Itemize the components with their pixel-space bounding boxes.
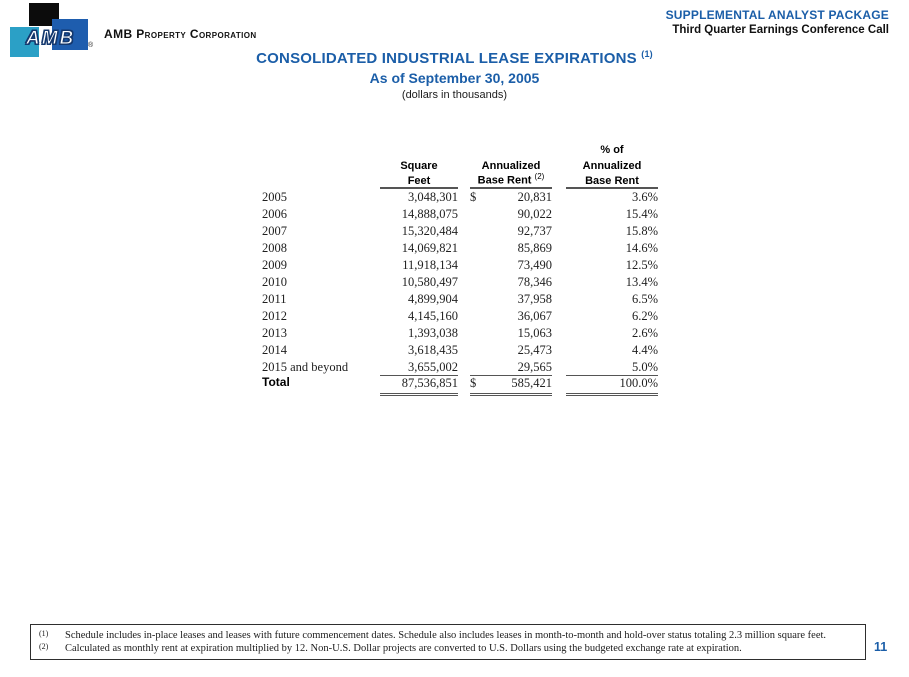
total-sqft-cell: 87,536,851 [380,375,458,394]
dollar-sign-cell [470,290,486,307]
table-row [262,256,658,273]
brand-wordmark: AMB Property Corporation [104,27,257,41]
pct-cell: 15.8% [625,224,658,238]
report-title-footnote-ref: (1) [641,49,653,59]
page-number: 11 [874,640,888,654]
dollar-sign-cell [470,222,486,239]
pct-cell: 4.4% [631,343,658,357]
rent-cell: 20,831 [517,190,552,204]
rent-cell: 29,565 [486,358,552,375]
table-row [262,341,658,358]
total-dollar-sign-cell: $ [470,375,486,394]
sqft-cell: 3,048,301 [408,190,458,204]
conference-call-subtitle: Third Quarter Earnings Conference Call [672,24,889,36]
pct-cell: 6.5% [631,292,658,306]
sqft-cell: 1,393,038 [408,326,458,340]
table-header [262,140,658,188]
rent-header-line2 [470,172,552,188]
sqft-header-line2: Feet [380,172,458,188]
footnote-item [39,629,857,642]
rent-header-line1: Annualized [481,160,541,172]
dollar-sign-cell [470,358,486,375]
table-row [262,273,658,290]
pct-header-line1: Annualized [582,160,642,172]
rent-cell: 37,958 [517,292,552,306]
year-cell: 2005 [262,190,287,204]
year-cell: 2007 [262,224,287,238]
footnote-text: Calculated as monthly rent at expiration multiplied by 12. Non-U.S. Dollar projects are converted to U.S. Dollars using the budgeted exchange rate at expiration. [65,643,742,654]
year-cell: 2014 [262,343,287,357]
table-row [262,222,658,239]
table-row [262,188,658,205]
package-title: SUPPLEMENTAL ANALYST PACKAGE [665,8,889,22]
report-title [0,49,909,67]
registered-trademark-mark: ® [88,42,94,49]
table-row [262,205,658,222]
total-rent-cell: 585,421 [486,375,552,394]
table-row [262,358,658,375]
rent-header-text: Base Rent [477,175,532,187]
pct-cell: 14.6% [625,241,658,255]
footnote-box [30,624,866,660]
rent-cell: 73,490 [517,258,552,272]
pct-cell: 2.6% [631,326,658,340]
sqft-cell: 11,918,134 [402,258,458,272]
rent-cell: 78,346 [517,275,552,289]
sqft-cell: 4,145,160 [408,309,458,323]
pct-cell: 12.5% [625,258,658,272]
sqft-cell: 10,580,497 [401,275,458,289]
pct-header-line2: Base Rent [566,172,658,188]
sqft-cell: 15,320,484 [401,224,458,238]
year-cell: 2015 and beyond [262,360,349,374]
table-row [262,307,658,324]
header-right [666,8,889,36]
dollar-sign-cell [470,205,486,222]
year-cell: 2011 [262,292,287,306]
report-title-text: CONSOLIDATED INDUSTRIAL LEASE EXPIRATIONS [256,50,637,67]
footnote-marker: (1) [39,629,49,638]
year-cell: 2010 [262,275,287,289]
lease-expirations-table [262,140,658,396]
pct-cell: 3.6% [631,190,658,204]
report-date: As of September 30, 2005 [369,70,540,86]
table-row [262,324,658,341]
pct-cell: 6.2% [631,309,658,323]
footnote-text: Schedule includes in-place leases and leases with future commencement dates. Schedule also includes leases in month-to-month and hold-over status totaling 2.3 million square feet. [65,630,827,641]
year-cell: 2006 [262,207,287,221]
total-row [262,375,658,394]
sqft-cell: 14,069,821 [401,241,458,255]
pct-cell: 5.0% [566,358,658,375]
dollar-sign-cell [470,307,486,324]
dollar-sign-cell [470,341,486,358]
footnote-marker: (2) [39,642,49,651]
table-row [262,239,658,256]
sqft-cell: 14,888,075 [401,207,458,221]
dollar-sign-cell: $ [470,190,477,204]
rent-cell: 15,063 [517,326,552,340]
sqft-cell: 3,618,435 [408,343,458,357]
sqft-cell: 4,899,904 [408,292,458,306]
units-note: (dollars in thousands) [401,89,508,101]
table-row [262,290,658,307]
rent-cell: 92,737 [517,224,552,238]
total-label: Total [262,375,290,389]
year-cell: 2008 [262,241,287,255]
rent-cell: 25,473 [517,343,552,357]
sqft-cell: 3,655,002 [380,358,458,375]
year-cell: 2012 [262,309,287,323]
logo-amb-text: AMB [26,28,76,49]
rent-cell: 90,022 [517,207,552,221]
dollar-sign-cell [470,324,486,341]
pct-header-line0: % of [600,144,624,156]
year-cell: 2013 [262,326,287,340]
year-cell: 2009 [262,258,287,272]
rent-cell: 36,067 [517,309,552,323]
dollar-sign-cell [470,273,486,290]
sqft-header-line1: Square [400,160,438,172]
title-block [0,49,909,101]
pct-cell: 13.4% [625,275,658,289]
pct-cell: 15.4% [625,207,658,221]
rent-header-footnote-ref: (2) [534,172,545,182]
dollar-sign-cell [470,239,486,256]
dollar-sign-cell [470,256,486,273]
rent-cell: 85,869 [517,241,552,255]
footnote-item [39,642,857,655]
total-pct-cell: 100.0% [566,375,658,394]
